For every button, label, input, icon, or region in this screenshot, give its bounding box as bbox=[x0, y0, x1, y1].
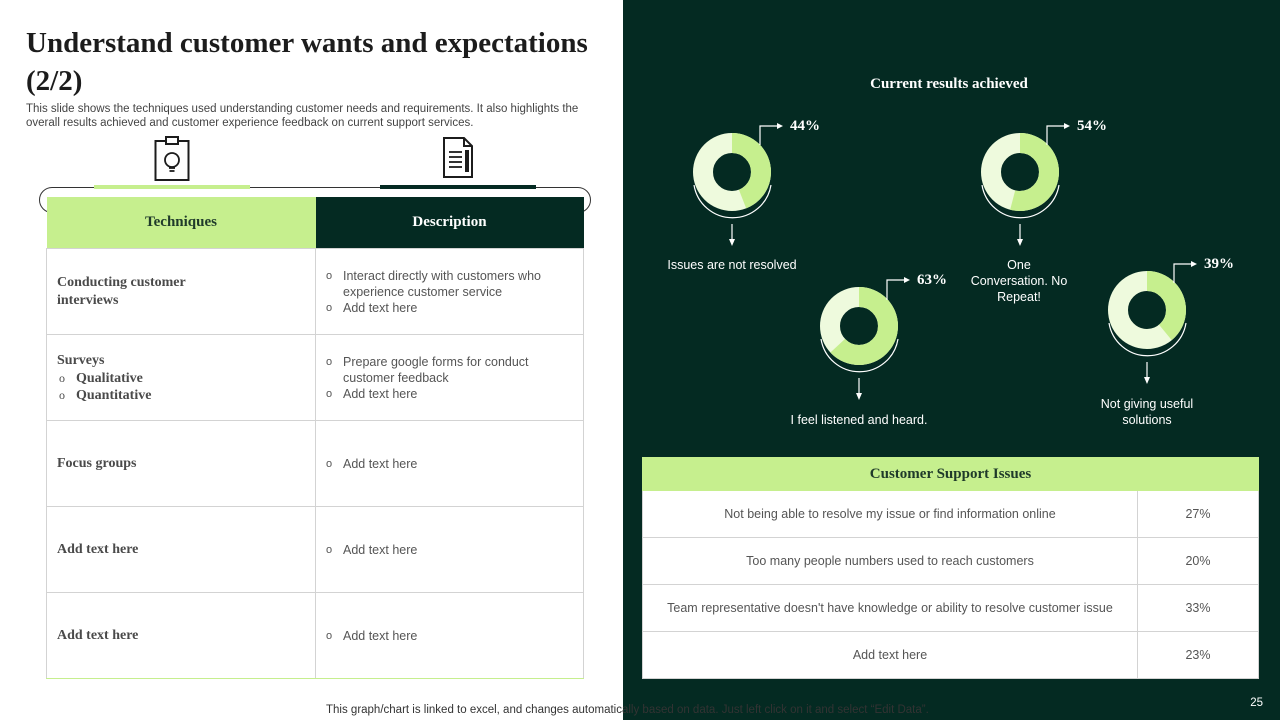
technique-name: Focus groups bbox=[57, 455, 137, 471]
technique-cell bbox=[47, 335, 316, 421]
clipboard-lightbulb-icon bbox=[154, 136, 190, 187]
technique-cell bbox=[47, 593, 316, 679]
donut-value-4: 39% bbox=[1204, 256, 1234, 272]
description-accent-bar bbox=[380, 185, 536, 189]
technique-name: Conducting customer interviews bbox=[57, 274, 186, 308]
technique-name: Surveys bbox=[57, 352, 105, 368]
table-row bbox=[47, 593, 584, 679]
donut-label-3: I feel listened and heard. bbox=[790, 413, 928, 427]
issue-value: 27% bbox=[1138, 491, 1259, 538]
description-cell bbox=[316, 593, 584, 679]
issue-text: Not being able to resolve my issue or find information online bbox=[643, 491, 1138, 538]
donut-value-1: 44% bbox=[790, 118, 820, 134]
description-item: o Add text here bbox=[326, 300, 573, 316]
donut-label-4: Not giving useful solutions bbox=[1100, 397, 1194, 427]
table-row bbox=[643, 491, 1259, 538]
table-row bbox=[47, 249, 584, 335]
description-item: o Add text here bbox=[326, 628, 573, 644]
technique-cell bbox=[47, 421, 316, 507]
description-cell bbox=[316, 249, 584, 335]
techniques-accent-bar bbox=[94, 185, 250, 189]
page-subtitle: This slide shows the techniques used understanding customer needs and requirements. It also highlights the overall results achieved and customer experience feedback on current support services. bbox=[26, 103, 579, 129]
description-header: Description bbox=[316, 197, 584, 249]
donut-label-2: One Conversation. No Repeat! bbox=[970, 258, 1068, 304]
description-item: o Add text here bbox=[326, 456, 573, 472]
technique-sub-item: o Quantitative bbox=[57, 387, 305, 404]
technique-name: Add text here bbox=[57, 541, 139, 557]
results-title: Current results achieved bbox=[870, 76, 1028, 92]
issue-value: 20% bbox=[1138, 538, 1259, 585]
techniques-table bbox=[46, 197, 584, 679]
issue-text: Too many people numbers used to reach customers bbox=[643, 538, 1138, 585]
description-item: o Prepare google forms for conduct customer feedback bbox=[326, 354, 573, 386]
table-row bbox=[47, 421, 584, 507]
table-row bbox=[643, 585, 1259, 632]
description-cell bbox=[316, 507, 584, 593]
technique-sub-item: o Qualitative bbox=[57, 370, 305, 387]
table-row bbox=[643, 538, 1259, 585]
issue-text: Team representative doesn't have knowledge or ability to resolve customer issue bbox=[643, 585, 1138, 632]
techniques-header: Techniques bbox=[47, 197, 316, 249]
donut-value-2: 54% bbox=[1077, 118, 1107, 134]
description-item: o Add text here bbox=[326, 542, 573, 558]
page-title: Understand customer wants and expectations (2/2) bbox=[26, 27, 588, 97]
customer-support-issues-table bbox=[642, 457, 1259, 679]
page-number: 25 bbox=[1250, 697, 1263, 709]
description-cell bbox=[316, 335, 584, 421]
technique-name: Add text here bbox=[57, 627, 139, 643]
issue-text: Add text here bbox=[643, 632, 1138, 679]
technique-cell bbox=[47, 507, 316, 593]
document-icon bbox=[442, 137, 474, 184]
donut-value-3: 63% bbox=[917, 272, 947, 288]
issues-table-title: Customer Support Issues bbox=[643, 458, 1259, 491]
table-row bbox=[47, 335, 584, 421]
description-cell bbox=[316, 421, 584, 507]
description-item: o Interact directly with customers who experience customer service bbox=[326, 268, 573, 300]
description-item: o Add text here bbox=[326, 386, 573, 402]
technique-cell bbox=[47, 249, 316, 335]
table-row bbox=[643, 632, 1259, 679]
donut-label-1: Issues are not resolved bbox=[667, 258, 797, 272]
footer-note: This graph/chart is linked to excel, and changes automatically based on data. Just left click on it and select “Edit Data”. bbox=[326, 704, 929, 716]
issue-value: 33% bbox=[1138, 585, 1259, 632]
issue-value: 23% bbox=[1138, 632, 1259, 679]
table-row bbox=[47, 507, 584, 593]
